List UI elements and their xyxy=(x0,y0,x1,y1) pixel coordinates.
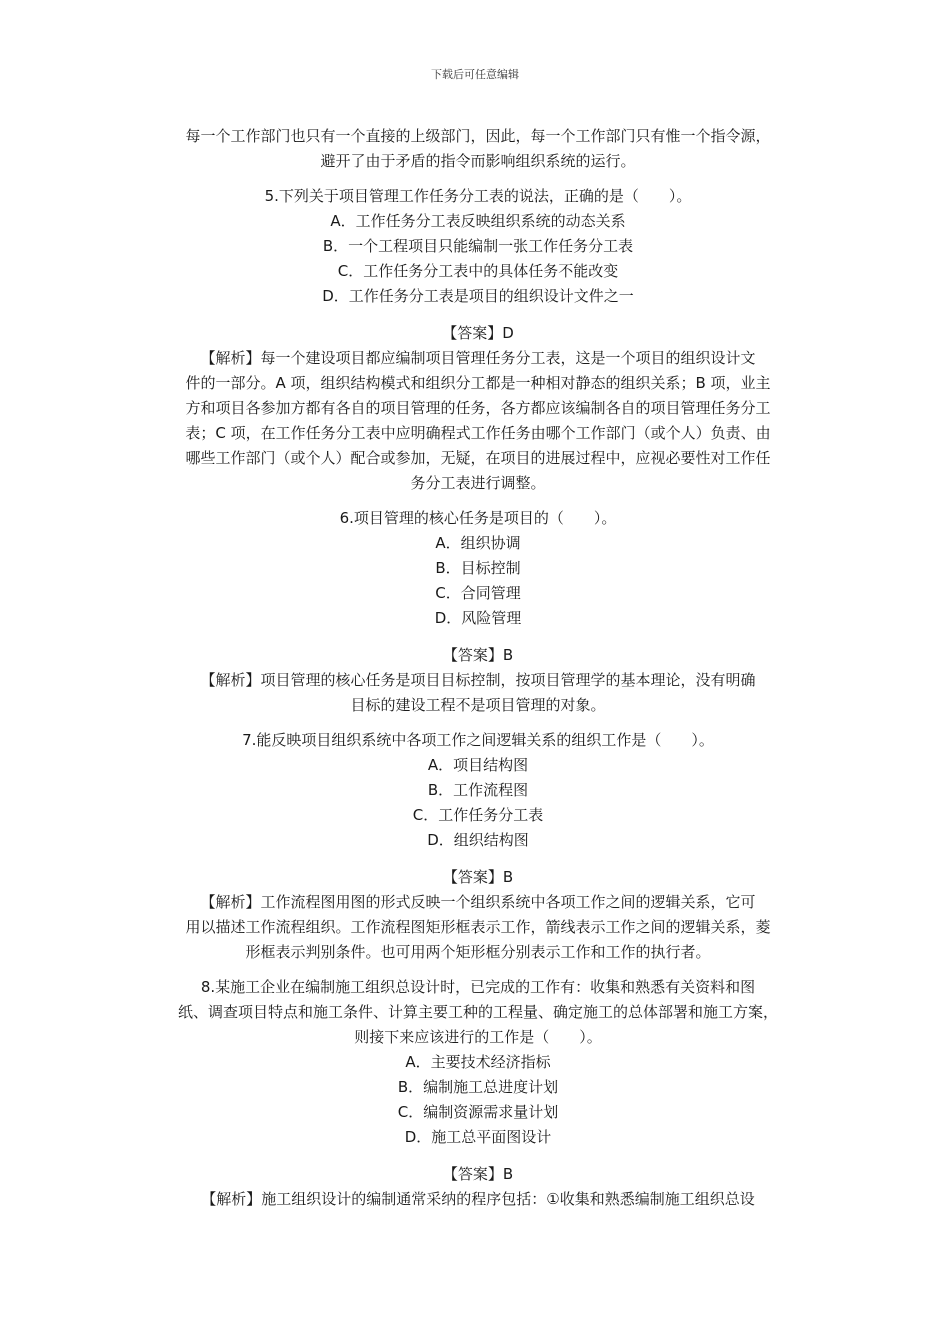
option-d: D．施工总平面图设计 xyxy=(404,1128,552,1146)
intro-line: 避开了由于矛盾的指令而影响组织系统的运行。 xyxy=(320,152,636,170)
analysis-line: 目标的建设工程不是项目管理的对象。 xyxy=(350,696,606,714)
answer-label: 【答案】B xyxy=(442,1165,514,1183)
option-b: B．工作流程图 xyxy=(427,781,529,799)
option-c: C．工作任务分工表 xyxy=(412,806,544,824)
analysis-line: 【解析】项目管理的核心任务是项目目标控制，按项目管理学的基本理论，没有明确 xyxy=(200,671,756,689)
document-body xyxy=(148,124,808,1212)
option-a: A．主要技术经济指标 xyxy=(405,1053,551,1071)
analysis-line: 件的一部分。A 项，组织结构模式和组织分工都是一种相对静态的组织关系；B 项，业主 xyxy=(185,374,771,392)
analysis-line: 方和项目各参加方都有各自的项目管理的任务，各方都应该编制各自的项目管理任务分工 xyxy=(185,399,771,417)
answer-label: 【答案】D xyxy=(442,324,514,342)
question-5 xyxy=(148,184,808,309)
question-stem: 5.下列关于项目管理工作任务分工表的说法，正确的是（ ）。 xyxy=(264,187,692,205)
option-b: B．一个工程项目只能编制一张工作任务分工表 xyxy=(322,237,634,255)
option-list xyxy=(148,531,808,631)
page-header: 下载后可任意编辑 xyxy=(431,68,519,81)
answer-block-5 xyxy=(148,321,808,496)
option-c: C．合同管理 xyxy=(435,584,521,602)
option-list xyxy=(148,1050,808,1150)
answer-label: 【答案】B xyxy=(442,646,514,664)
option-list xyxy=(148,753,808,853)
option-d: D．风险管理 xyxy=(434,609,522,627)
option-a: A．组织协调 xyxy=(435,534,521,552)
analysis-line: 用以描述工作流程组织。工作流程图矩形框表示工作，箭线表示工作之间的逻辑关系，菱 xyxy=(185,918,771,936)
option-list xyxy=(148,209,808,309)
intro-line: 每一个工作部门也只有一个直接的上级部门，因此，每一个工作部门只有惟一个指令源， xyxy=(185,127,771,145)
analysis-line: 务分工表进行调整。 xyxy=(410,474,546,492)
question-stem: 纸、调查项目特点和施工条件、计算主要工种的工程量、确定施工的总体部署和施工方案， xyxy=(177,1003,778,1021)
option-d: D．组织结构图 xyxy=(427,831,529,849)
answer-block-6 xyxy=(148,643,808,718)
analysis-line: 【解析】每一个建设项目都应编制项目管理任务分工表，这是一个项目的组织设计文 xyxy=(200,349,756,367)
intro-paragraph xyxy=(148,124,808,174)
question-stem: 8.某施工企业在编制施工组织总设计时，已完成的工作有：收集和熟悉有关资料和图 xyxy=(200,978,756,996)
answer-block-7 xyxy=(148,865,808,965)
option-b: B．目标控制 xyxy=(435,559,521,577)
question-8 xyxy=(148,975,808,1150)
analysis-line: 【解析】工作流程图用图的形式反映一个组织系统中各项工作之间的逻辑关系，它可 xyxy=(200,893,756,911)
answer-label: 【答案】B xyxy=(442,868,514,886)
option-b: B．编制施工总进度计划 xyxy=(397,1078,559,1096)
option-c: C．工作任务分工表中的具体任务不能改变 xyxy=(337,262,619,280)
analysis-line: 哪些工作部门（或个人）配合或参加，无疑，在项目的进展过程中，应视必要性对工作任 xyxy=(185,449,771,467)
question-6 xyxy=(148,506,808,631)
option-a: A．工作任务分工表反映组织系统的动态关系 xyxy=(330,212,626,230)
analysis-line: 表；C 项，在工作任务分工表中应明确程式工作任务由哪个工作部门（或个人）负责、由 xyxy=(185,424,771,442)
option-d: D．工作任务分工表是项目的组织设计文件之一 xyxy=(322,287,634,305)
question-stem: 则接下来应该进行的工作是（ ）。 xyxy=(354,1028,602,1046)
option-a: A．项目结构图 xyxy=(427,756,529,774)
option-c: C．编制资源需求量计划 xyxy=(397,1103,559,1121)
question-stem: 7.能反映项目组织系统中各项工作之间逻辑关系的组织工作是（ ）。 xyxy=(242,731,714,749)
question-stem: 6.项目管理的核心任务是项目的（ ）。 xyxy=(339,509,617,527)
analysis-line: 形框表示判别条件。也可用两个矩形框分别表示工作和工作的执行者。 xyxy=(245,943,711,961)
answer-block-8 xyxy=(148,1162,808,1212)
question-7 xyxy=(148,728,808,853)
analysis-line: 【解析】施工组织设计的编制通常采纳的程序包括：①收集和熟悉编制施工组织总设 xyxy=(201,1190,755,1208)
